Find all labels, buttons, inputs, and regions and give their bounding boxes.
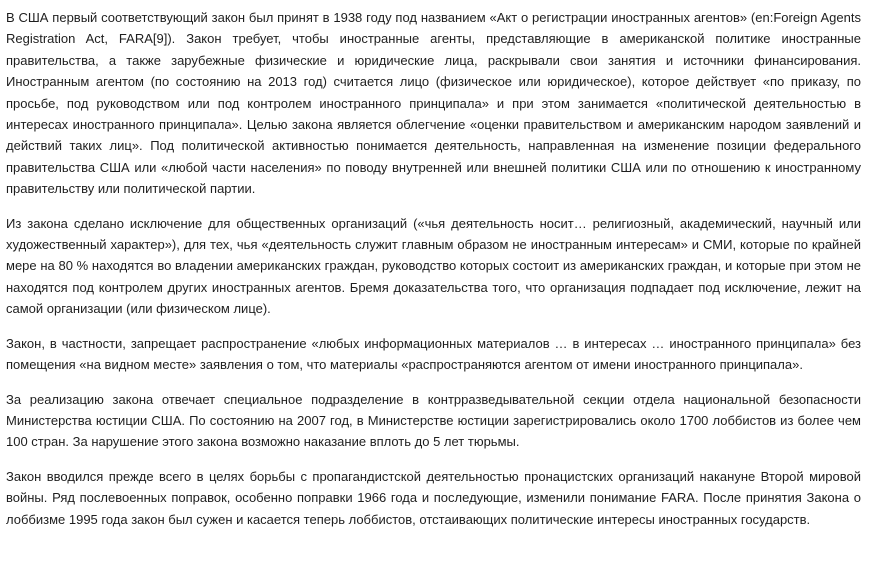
paragraph-history: Закон вводился прежде всего в целях борьбы с пропагандистской деятельностью пронацистских организаций накануне Второй мировой войны. Ряд послевоенных поправок, особенно поправки 1966 года и последующие, изменили понимание FARA. После принятия Закона о лоббизме 1995 года закон был сужен и касается теперь лоббистов, отстаивающих политические интересы иностранных государств. — [6, 468, 861, 527]
paragraph-exceptions: Из закона сделано исключение для общественных организаций («чья деятельность носит… религиозный, академический, научный или художественный характер»), для тех, чья «деятельность служит главным образом не иностранным интересам» и СМИ, которые по крайней мере на 80 % находятся во владении американских граждан, руководство которых состоит из американских граждан, и которые при этом не находятся под контролем других иностранных агентов. Бремя доказательства того, что организация подпадает под исключение, лежит на самой организации (или физическом лице). — [6, 215, 861, 317]
paragraph-fara-origin: В США первый соответствующий закон был принят в 1938 году под названием «Акт о регистрации иностранных агентов» (en:Foreign Agents Registration Act, FARA[9]). Закон требует, чтобы иностранные агенты, представляющие в американской политике иностранные правительства, а также зарубежные физические и юридические лица, раскрывали свои занятия и источники финансирования. Иностранным агентом (по состоянию на 2013 год) считается лицо (физическое или юридическое), которое действует «по приказу, по просьбе, под руководством или под контролем иностранного принципала» и при этом занимается «политической деятельностью в интересах иностранного принципала». Целью закона является облегчение «оценки правительством и американским народом заявлений и действий таких лиц». Под политической активностью понимается деятельность, направленная на изменение позиции федерального правительства США или «любой части населения» по поводу внутренней или внешней политики США или по отношению к иностранному правительству или политической партии. — [6, 10, 861, 197]
paragraph-labeling-requirement: Закон, в частности, запрещает распространение «любых информационных материалов … в интересах … иностранного принципала» без помещения «на видном месте» заявления о том, что материалы «распространяются агентом от имени иностранного принципала». — [6, 335, 861, 373]
paragraph-enforcement: За реализацию закона отвечает специальное подразделение в контрразведывательной секции отдела национальной безопасности Министерства юстиции США. По состоянию на 2007 год, в Министерстве юстиции зарегистрировались около 1700 лоббистов из более чем 100 стран. За нарушение этого закона возможно наказание вплоть до 5 лет тюрьмы. — [6, 391, 861, 450]
